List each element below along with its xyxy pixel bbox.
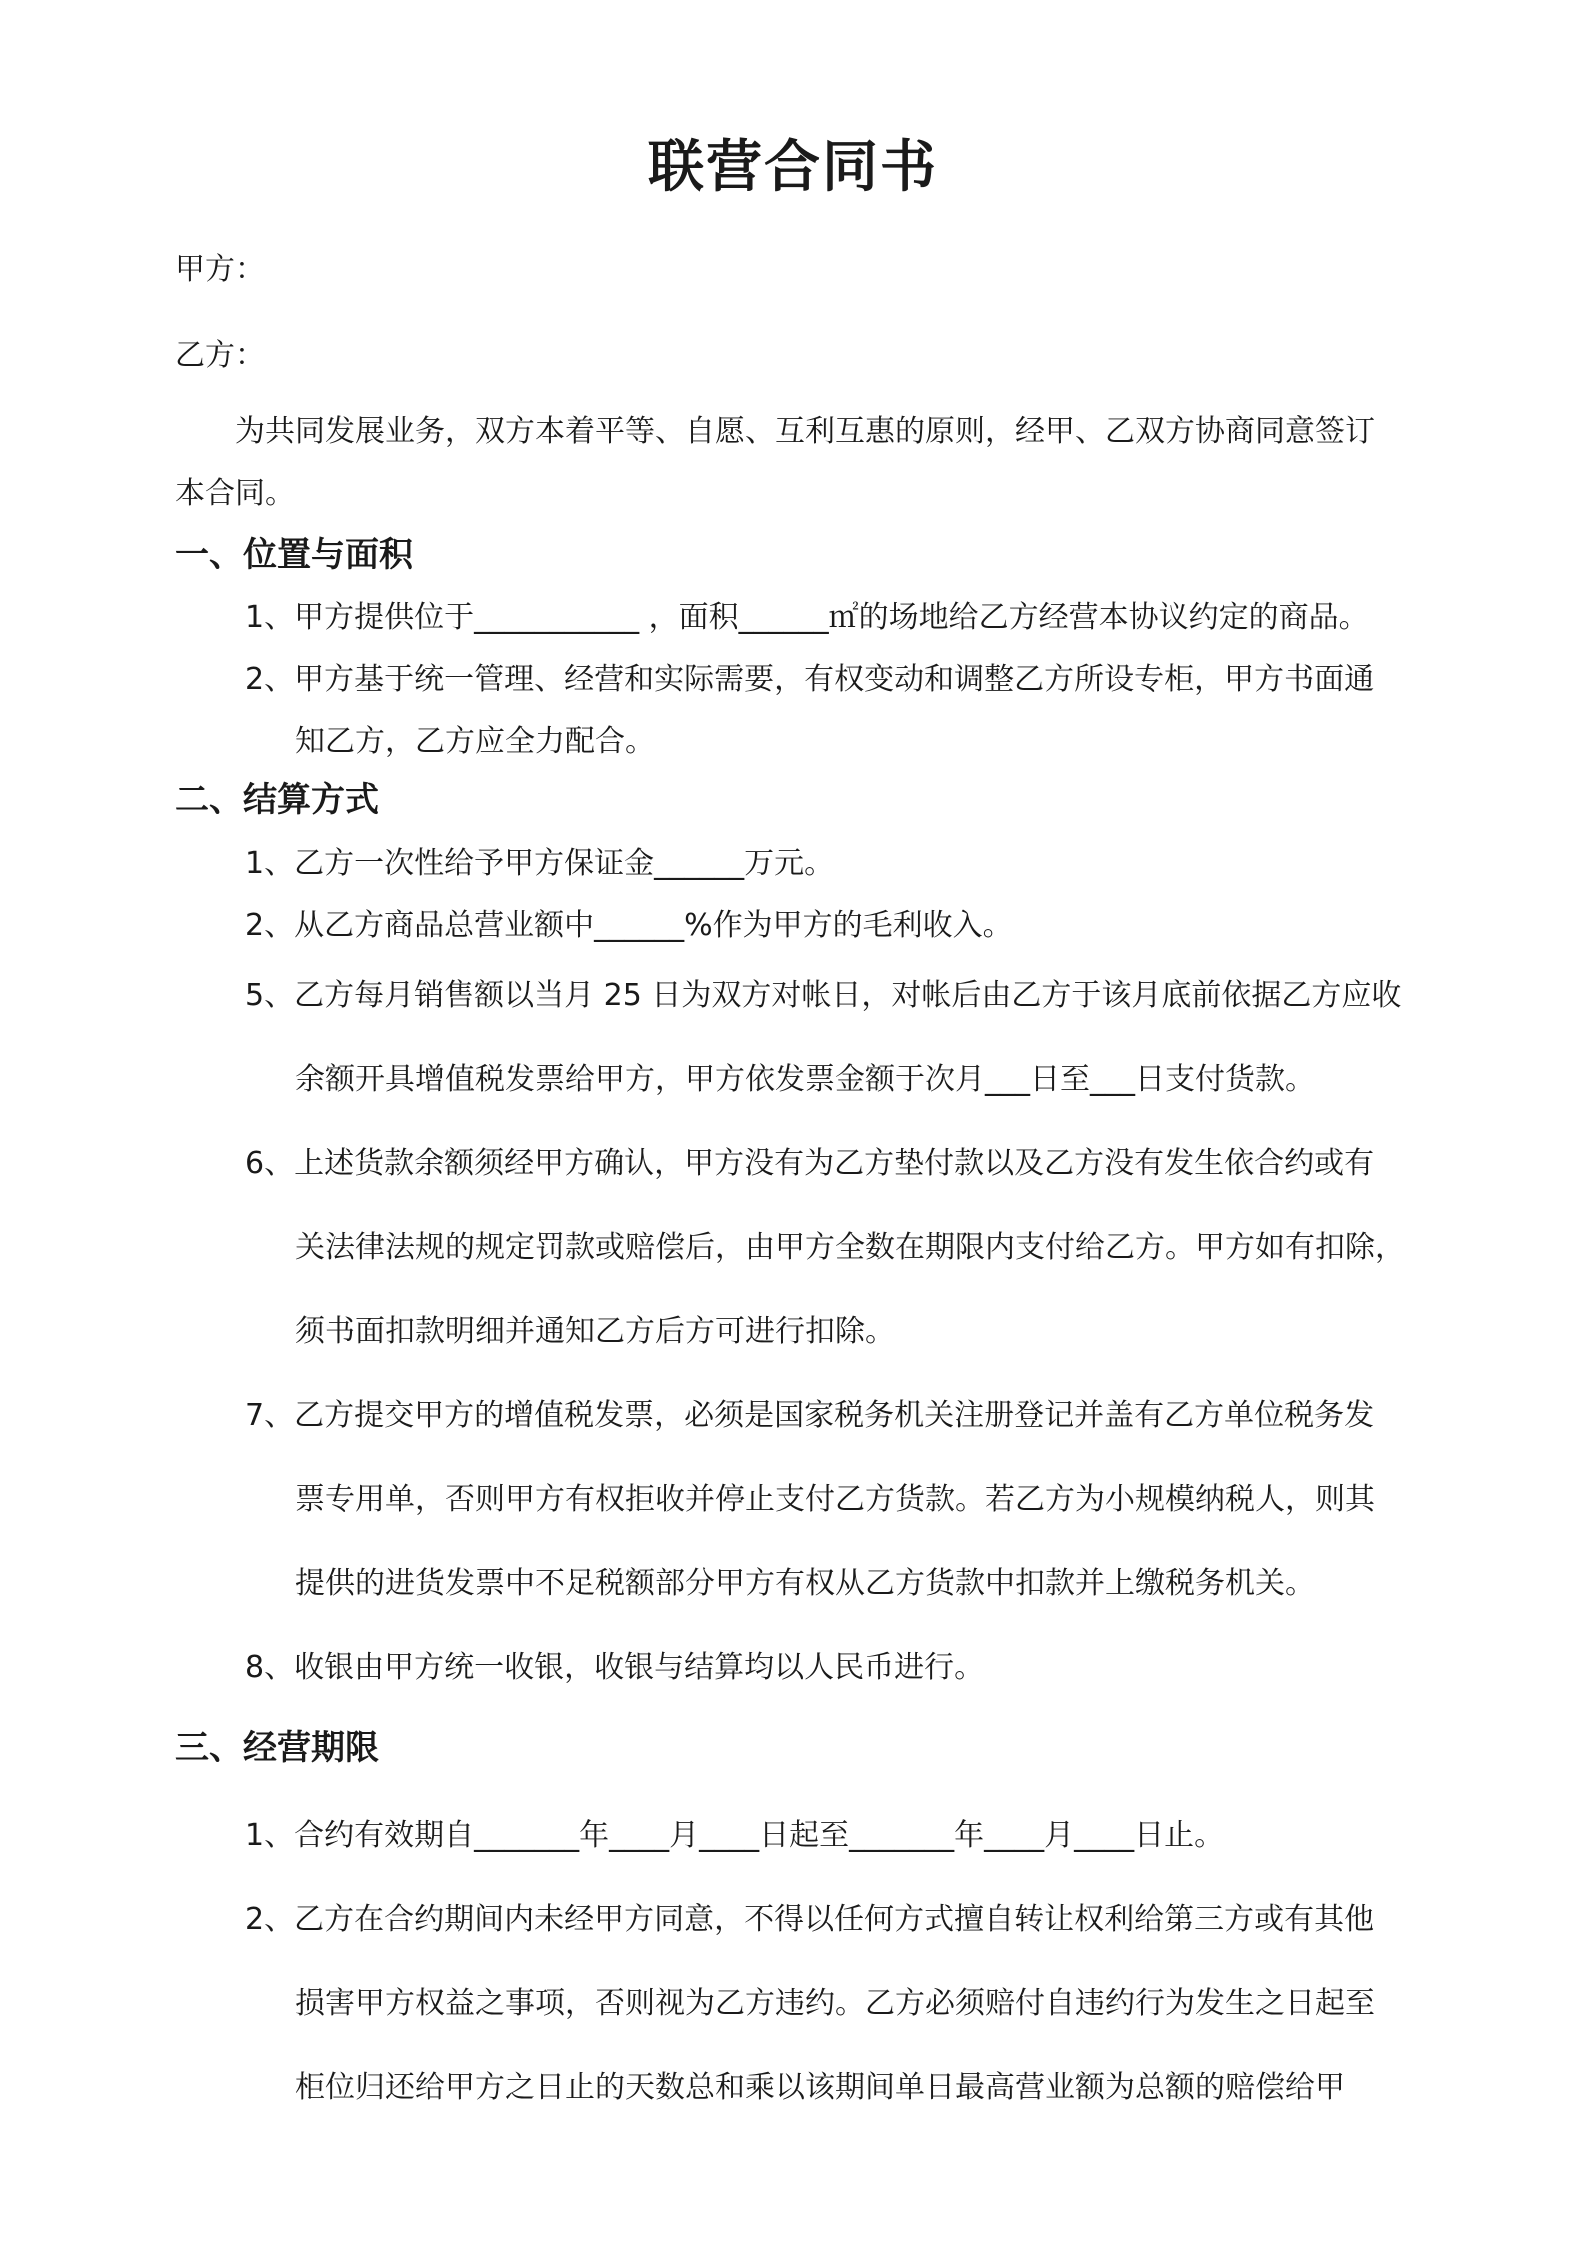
document-title: 联营合同书 (648, 135, 938, 200)
clause-2-6-line-3: 须书面扣款明细并通知乙方后方可进行扣除。 (295, 1314, 895, 1349)
clause-1-1: 1、甲方提供位于___________ ，面积______㎡的场地给乙方经营本协议约定的商品。 (245, 600, 1369, 635)
clause-3-1: 1、合约有效期自_______年____月____日起至_______年____月____日止。 (245, 1818, 1225, 1853)
intro-line-1: 为共同发展业务，双方本着平等、自愿、互利互惠的原则，经甲、乙双方协商同意签订 (235, 414, 1375, 449)
clause-2-5-line-1: 5、乙方每月销售额以当月 25 日为双方对帐日，对帐后由乙方于该月底前依据乙方应收 (245, 978, 1402, 1013)
clause-1-2-line-1: 2、甲方基于统一管理、经营和实际需要，有权变动和调整乙方所设专柜，甲方书面通 (245, 662, 1375, 697)
party-b-label: 乙方： (175, 338, 265, 373)
party-a-label: 甲方： (175, 252, 265, 287)
section-heading-settlement: 二、结算方式 (175, 780, 379, 820)
section-heading-position-area: 一、位置与面积 (175, 535, 413, 575)
clause-2-1: 1、乙方一次性给予甲方保证金______万元。 (245, 846, 835, 881)
clause-2-6-line-1: 6、上述货款余额须经甲方确认，甲方没有为乙方垫付款以及乙方没有发生依合约或有 (245, 1146, 1375, 1181)
clause-2-7-line-1: 7、乙方提交甲方的增值税发票，必须是国家税务机关注册登记并盖有乙方单位税务发 (245, 1398, 1375, 1433)
clause-2-5-line-2: 余额开具增值税发票给甲方，甲方依发票金额于次月___日至___日支付货款。 (295, 1062, 1315, 1097)
clause-2-6-line-2: 关法律法规的规定罚款或赔偿后，由甲方全数在期限内支付给乙方。甲方如有扣除， (295, 1230, 1405, 1265)
clause-2-7-line-3: 提供的进货发票中不足税额部分甲方有权从乙方货款中扣款并上缴税务机关。 (295, 1566, 1315, 1601)
clause-3-2-line-2: 损害甲方权益之事项，否则视为乙方违约。乙方必须赔付自违约行为发生之日起至 (295, 1986, 1375, 2021)
clause-2-8: 8、收银由甲方统一收银，收银与结算均以人民币进行。 (245, 1650, 985, 1685)
intro-line-2: 本合同。 (175, 476, 295, 511)
clause-3-2-line-1: 2、乙方在合约期间内未经甲方同意，不得以任何方式擅自转让权利给第三方或有其他 (245, 1902, 1375, 1937)
section-heading-term: 三、经营期限 (175, 1728, 379, 1768)
clause-2-2: 2、从乙方商品总营业额中______%作为甲方的毛利收入。 (245, 908, 1013, 943)
clause-2-7-line-2: 票专用单，否则甲方有权拒收并停止支付乙方货款。若乙方为小规模纳税人，则其 (295, 1482, 1375, 1517)
clause-1-2-line-2: 知乙方，乙方应全力配合。 (295, 724, 655, 759)
clause-3-2-line-3: 柜位归还给甲方之日止的天数总和乘以该期间单日最高营业额为总额的赔偿给甲 (295, 2070, 1345, 2105)
